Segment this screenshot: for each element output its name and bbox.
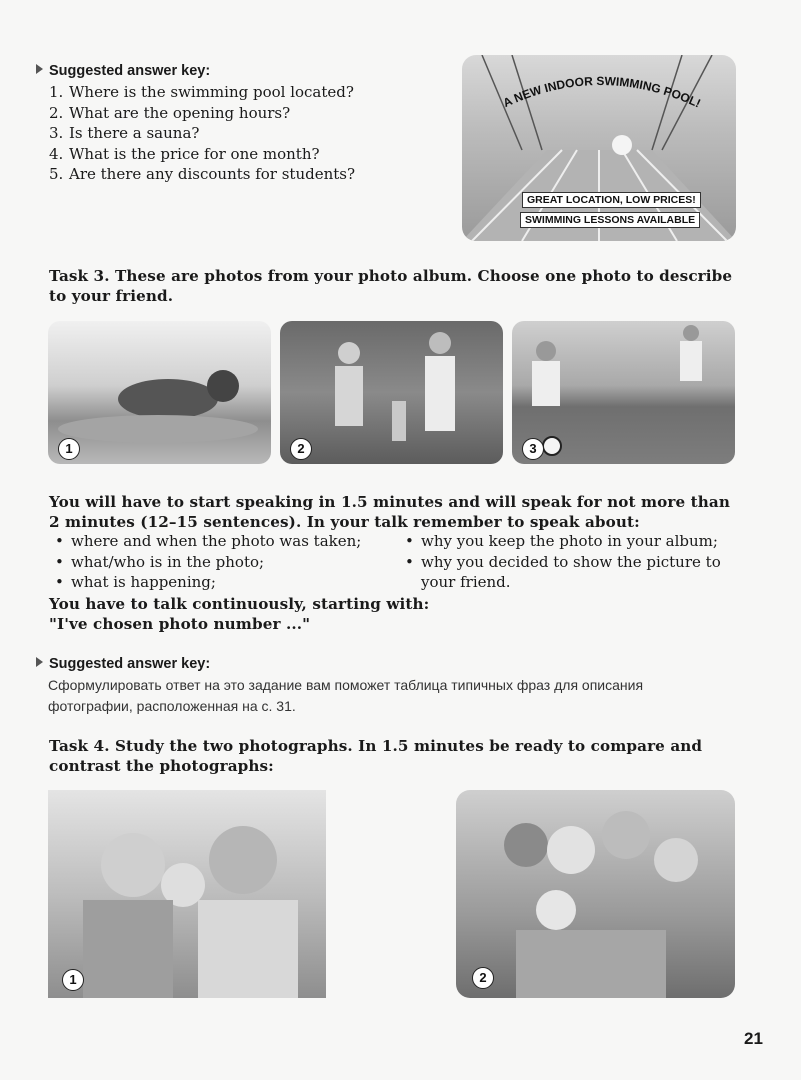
photo-number-badge: 1 xyxy=(58,438,80,460)
task4-title: Task 4. Study the two photographs. In 1.5 minutes be ready to compare and contrast the photographs: xyxy=(49,737,703,775)
photo-number-badge: 2 xyxy=(472,967,494,989)
photo-family-three xyxy=(48,790,326,998)
question-list xyxy=(49,82,355,185)
list-item: • what is happening; xyxy=(49,572,399,593)
bullet-list-right xyxy=(399,531,739,593)
list-item: • why you decided to show the picture to your friend. xyxy=(399,552,739,593)
answer-key-heading: Suggested answer key: xyxy=(36,63,210,79)
photo-dog xyxy=(48,321,271,464)
photo-number-badge: 1 xyxy=(62,969,84,991)
triangle-icon xyxy=(36,64,43,74)
list-item: • where and when the photo was taken; xyxy=(49,531,399,552)
answer-key-text: Сформулировать ответ на это задание вам поможет таблица типичных фраз для описания фотографии, расположенная на с. 31. xyxy=(48,677,644,714)
photo-number-badge: 2 xyxy=(290,438,312,460)
answer-key-heading: Suggested answer key: xyxy=(36,656,210,672)
pool-ad-title: A NEW INDOOR SWIMMING POOL! xyxy=(500,73,703,111)
list-item: 2. What are the opening hours? xyxy=(49,103,291,122)
photo-number-badge: 3 xyxy=(522,438,544,460)
page-number: 21 xyxy=(744,1029,763,1048)
photo-family-street xyxy=(280,321,503,464)
task3-title: Task 3. These are photos from your photo album. Choose one photo to describe to your friend. xyxy=(49,267,733,305)
photo-family-five xyxy=(456,790,735,998)
task3-instructions: You will have to start speaking in 1.5 minutes and will speak for not more than 2 minutes (12–15 sentences). In your talk remember to speak about: xyxy=(49,493,730,531)
triangle-icon xyxy=(36,657,43,667)
task3-continue: You have to talk continuously, starting with: xyxy=(49,595,430,613)
list-item: 1. Where is the swimming pool located? xyxy=(49,83,354,101)
pool-ad-line1: GREAT LOCATION, LOW PRICES! xyxy=(522,192,701,208)
list-item: • why you keep the photo in your album; xyxy=(399,531,739,552)
list-item: 3. Is there a sauna? xyxy=(49,124,200,142)
list-item: 4. What is the price for one month? xyxy=(49,144,320,163)
svg-text:A NEW INDOOR SWIMMING POOL! xyxy=(501,74,703,111)
task3-start-phrase: "I've chosen photo number ..." xyxy=(49,615,311,633)
list-item: • what/who is in the photo; xyxy=(49,552,399,573)
pool-advert-image xyxy=(462,55,736,241)
pool-ad-line2: SWIMMING LESSONS AVAILABLE xyxy=(520,212,700,228)
list-item: 5. Are there any discounts for students? xyxy=(49,165,356,183)
bullet-list-left xyxy=(49,531,399,593)
photo-football xyxy=(512,321,735,464)
